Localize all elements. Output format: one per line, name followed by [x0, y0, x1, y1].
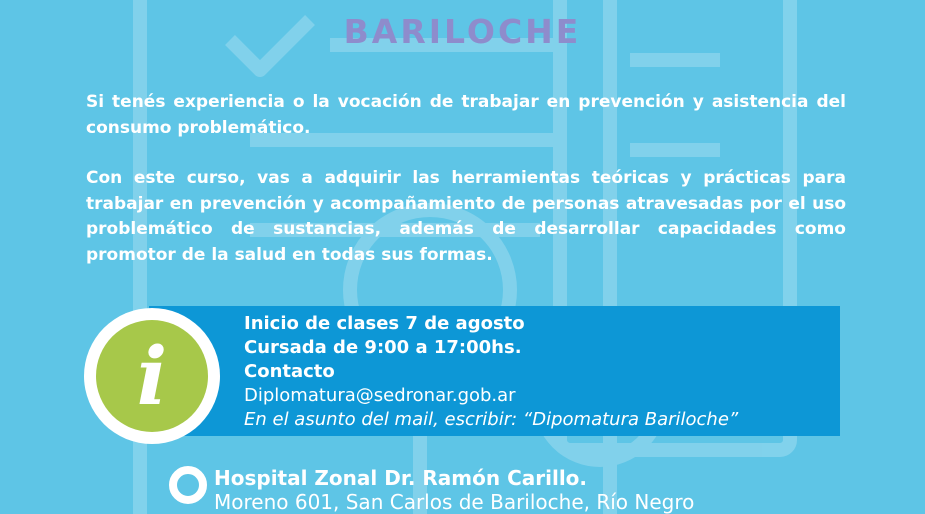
- location: [214, 466, 694, 514]
- contact-email[interactable]: Diplomatura@sedronar.gob.ar: [244, 385, 516, 406]
- start-date: Inicio de clases 7 de agosto: [244, 313, 525, 334]
- location-address: Moreno 601, San Carlos de Bariloche, Río Negro: [214, 490, 695, 514]
- info-details: [244, 312, 844, 432]
- location-name: Hospital Zonal Dr. Ramón Carillo.: [214, 466, 588, 490]
- info-icon-letter: i: [136, 329, 168, 423]
- page-title: BARILOCHE: [343, 12, 582, 51]
- location-pin-icon: [166, 463, 210, 507]
- schedule: Cursada de 9:00 a 17:00hs.: [244, 337, 522, 358]
- course-paragraph: Con este curso, vas a adquirir las herramientas teóricas y prácticas para trabajar en prevención y acompañamiento de personas atravesadas por el uso problemático de sustancias, además de desarrollar capacidades como promotor de la salud en todas sus formas.: [86, 168, 846, 265]
- contact-heading: Contacto: [244, 361, 335, 382]
- intro-paragraph: Si tenés experiencia o la vocación de trabajar en prevención y asistencia del consumo problemático.: [86, 92, 846, 138]
- subject-note: En el asunto del mail, escribir: “Dipomatura Bariloche”: [244, 409, 739, 430]
